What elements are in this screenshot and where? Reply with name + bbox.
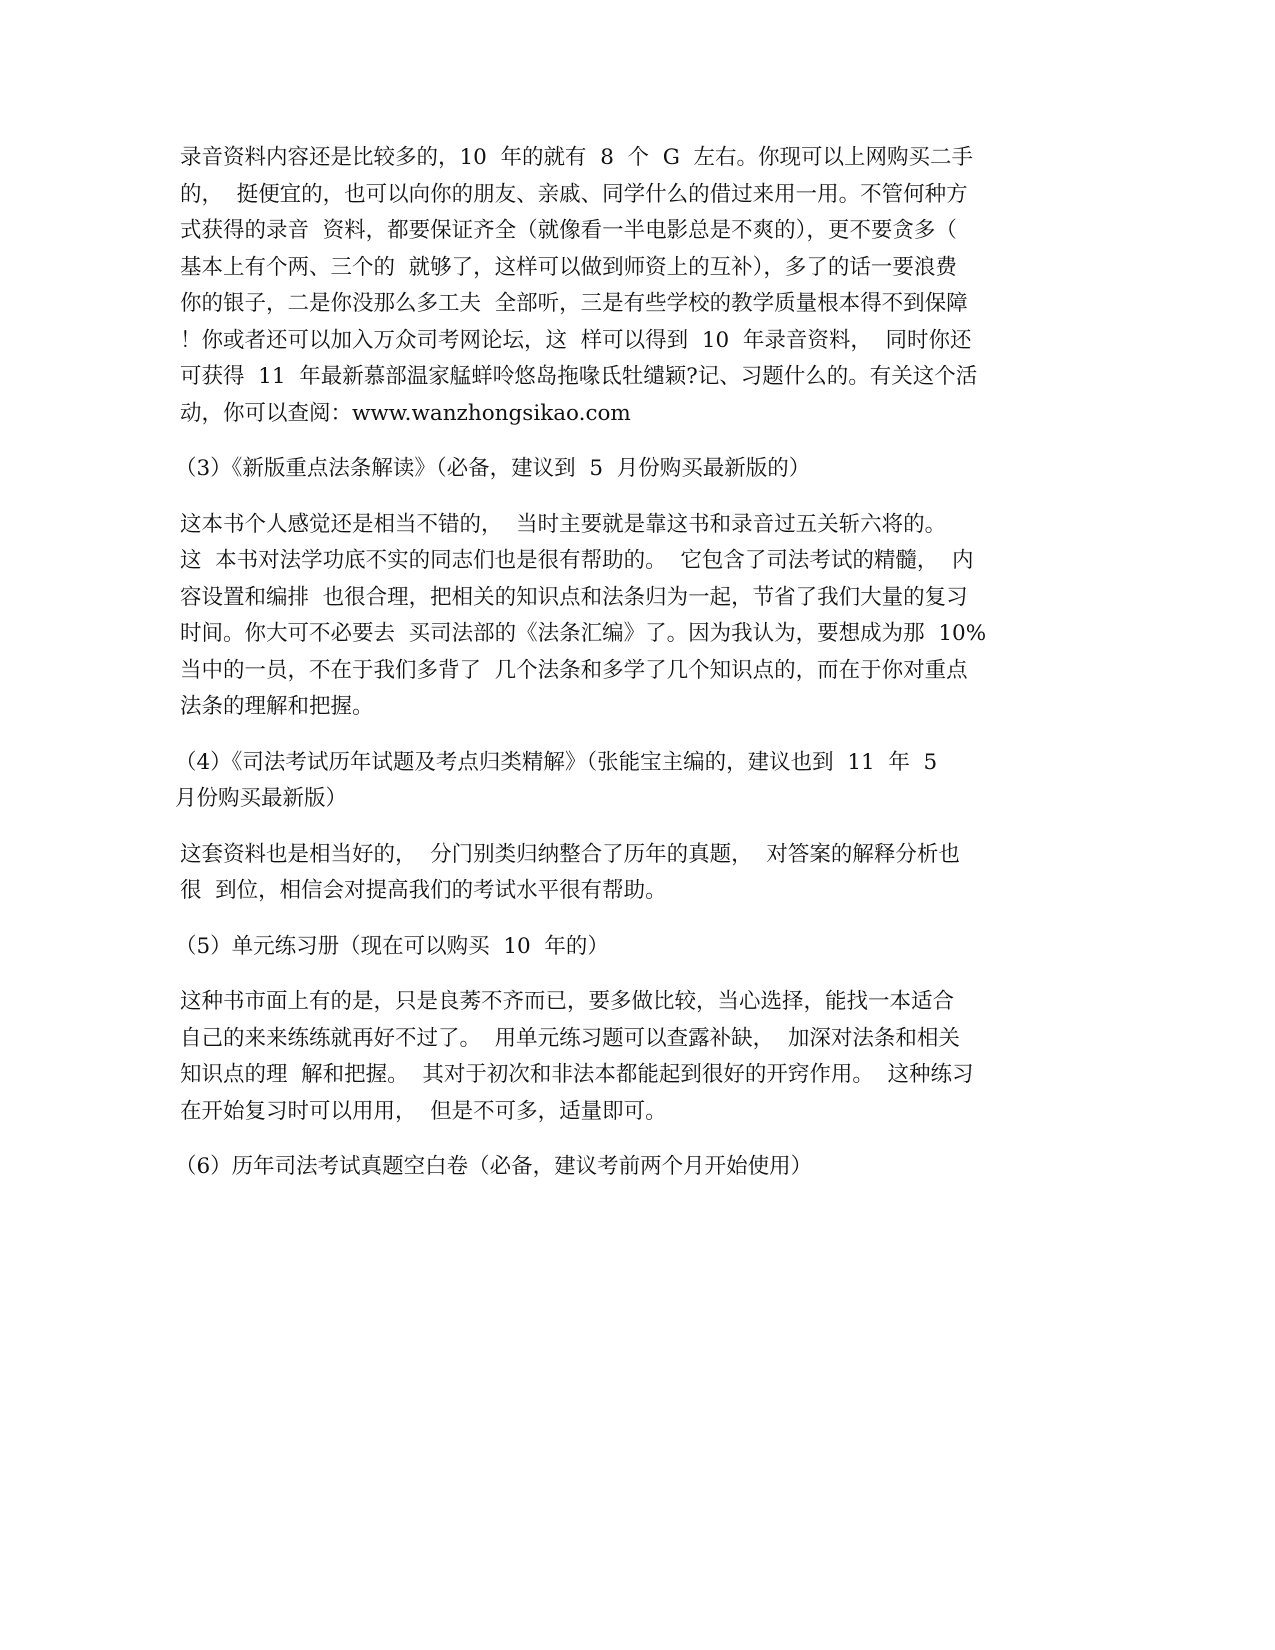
- section-heading-6: [175, 1149, 1050, 1186]
- heading-line: 月份购买最新版）: [175, 786, 348, 811]
- text-line: 时间。你大可不必要去 买司法部的《法条汇编》了。因为我认为，要想成为那 10%: [180, 621, 987, 646]
- text-line: 知识点的理 解和把握。 其对于初次和非法本都能起到很好的开窍作用。 这种练习: [180, 1062, 974, 1087]
- text-line: 式获得的录音 资料，都要保证齐全（就像看一半电影总是不爽的），更不要贪多（: [180, 218, 957, 243]
- text-line: 自己的来来练练就再好不过了。 用单元练习题可以查露补缺， 加深对法条和相关: [180, 1025, 960, 1051]
- text-line: 这本书个人感觉还是相当不错的， 当时主要就是靠这书和录音过五关斩六将的。: [180, 511, 947, 537]
- text-line: 容设置和编排 也很合理，把相关的知识点和法条归为一起，节省了我们大量的复习: [180, 584, 968, 610]
- text-line: 这套资料也是相当好的， 分门别类归纳整合了历年的真题， 对答案的解释分析也: [180, 841, 960, 867]
- text-line: ！你或者还可以加入万众司考网论坛，这 样可以得到 10 年录音资料， 同时你还: [180, 327, 972, 353]
- heading-line: （5）单元练习册（现在可以购买 10 年的）: [175, 933, 609, 959]
- text-line: 很 到位，相信会对提高我们的考试水平很有帮助。: [180, 878, 667, 903]
- section-heading-3: [175, 451, 1050, 488]
- text-line: 基本上有个两、三个的 就够了，这样可以做到师资上的互补），多了的话一要浪费: [180, 254, 957, 280]
- text-line: 可获得 11 年最新慕部温家艋蛘呤悠岛拖喙氐牡缱颖?记、习题什么的。有关这个活: [180, 364, 978, 389]
- paragraph-statute-interpretation: [180, 507, 1050, 726]
- paragraph-unit-exercises: [180, 984, 1050, 1130]
- text-line: 当中的一员，不在于我们多背了 几个法条和多学了几个知识点的，而在于你对重点: [180, 657, 968, 683]
- text-line: 动，你可以查阅：www.wanzhongsikao.com: [180, 400, 631, 426]
- text-line: 这种书市面上有的是，只是良莠不齐而已，要多做比较，当心选择，能找一本适合: [180, 989, 955, 1014]
- paragraph-past-exams: [180, 837, 1050, 910]
- heading-line: （6）历年司法考试真题空白卷（必备，建议考前两个月开始使用）: [175, 1154, 813, 1179]
- heading-line: （4）《司法考试历年试题及考点归类精解》（张能宝主编的，建议也到 11 年 5: [175, 749, 938, 775]
- document-body: [175, 140, 1050, 1205]
- text-line: 这 本书对法学功底不实的同志们也是很有帮助的。 它包含了司法考试的精髓， 内: [180, 548, 974, 573]
- paragraph-recordings: [180, 140, 1050, 432]
- text-line: 在开始复习时可以用用， 但是不可多，适量即可。: [180, 1098, 667, 1124]
- text-line: 的， 挺便宜的，也可以向你的朋友、亲戚、同学什么的借过来用一用。不管何种方: [180, 181, 968, 207]
- text-line: 你的银子，二是你没那么多工夫 全部听，三是有些学校的教学质量根本得不到保障: [180, 291, 968, 316]
- section-heading-4: [175, 745, 1050, 818]
- section-heading-5: [175, 929, 1050, 966]
- text-line: 法条的理解和把握。: [180, 694, 374, 719]
- text-line: 录音资料内容还是比较多的，10 年的就有 8 个 G 左右。你现可以上网购买二手: [180, 145, 974, 170]
- heading-line: （3）《新版重点法条解读》（必备，建议到 5 月份购买最新版的）: [175, 456, 811, 481]
